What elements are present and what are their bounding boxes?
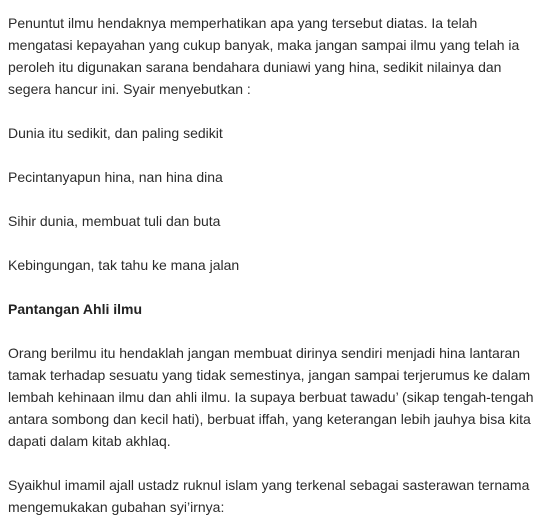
section-heading: Pantangan Ahli ilmu [8,301,143,317]
closing-paragraph: Syaikhul imamil ajall ustadz ruknul islam yang terkenal sebagai sasterawan ternama mengemukakan gubahan syi’irnya: [8,477,530,515]
intro-paragraph: Penuntut ilmu hendaknya memperhatikan apa yang tersebut diatas. Ia telah mengatasi kepayahan yang cukup banyak, maka jangan sampai ilmu yang telah ia peroleh itu digunakan sarana bendahara duniawi yang hina, sedikit nilainya dan segera hancur ini. Syair menyebutkan : [8,15,520,97]
poem-line-4: Kebingungan, tak tahu ke mana jalan [8,257,240,273]
poem-line-2: Pecintanyapun hina, nan hina dina [8,169,223,185]
section-paragraph: Orang berilmu itu hendaklah jangan membuat dirinya sendiri menjadi hina lantaran tamak terhadap sesuatu yang tidak semestinya, jangan sampai terjerumus ke dalam lembah kehinaan ilmu dan ahli ilmu. Ia supaya berbuat tawadu’ (sikap tengah-tengah antara sombong dan kecil hati), berbuat iffah, yang keterangan lebih jauhya bisa kita dapati dalam kitab akhlaq. [8,345,534,449]
poem-line-3: Sihir dunia, membuat tuli dan buta [8,213,221,229]
poem-line-1: Dunia itu sedikit, dan paling sedikit [8,125,223,141]
